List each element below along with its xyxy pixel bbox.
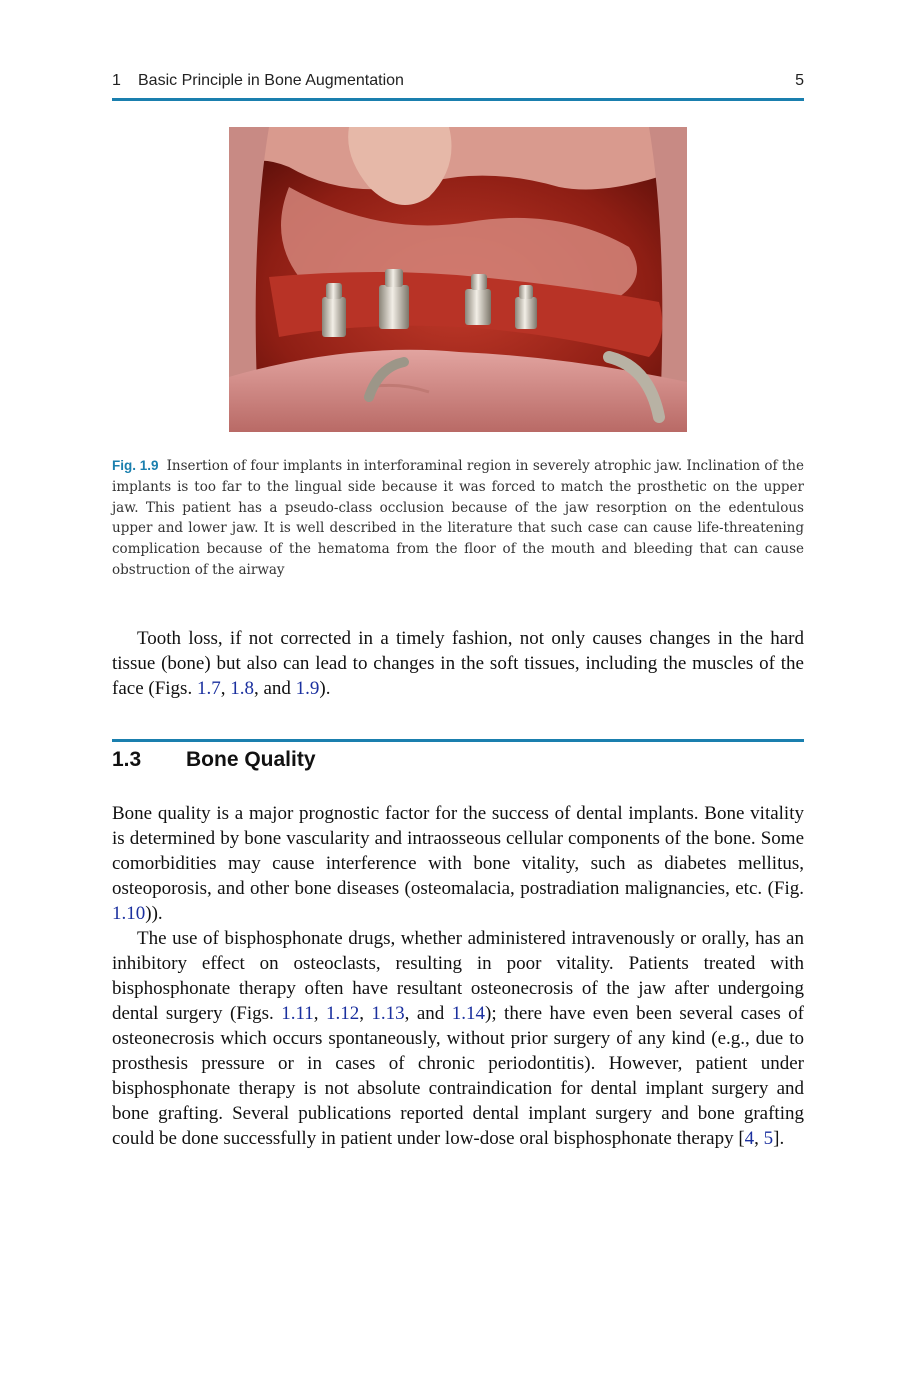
section-number: 1.3 — [112, 748, 142, 771]
paragraph-bisphosphonate — [112, 926, 804, 1151]
header-rule — [112, 98, 804, 101]
figure-caption — [112, 456, 804, 581]
intraoral-photo-illustration — [229, 127, 687, 432]
paragraph-text: )). — [145, 903, 163, 924]
citation-ref-link[interactable]: 4 — [744, 1128, 755, 1149]
paragraph-bone-quality — [112, 801, 804, 926]
figure-ref-link[interactable]: 1.9 — [295, 678, 320, 699]
separator: , and — [253, 678, 296, 699]
figure-ref-link[interactable]: 1.8 — [230, 678, 254, 699]
figure-ref-link[interactable]: 1.13 — [371, 1003, 405, 1024]
paragraph-text: ). — [319, 678, 331, 699]
section-heading — [112, 748, 804, 778]
separator: , and — [404, 1003, 452, 1024]
separator: , — [359, 1003, 372, 1024]
separator: , — [754, 1128, 764, 1149]
figure-label: Fig. 1.9 — [112, 458, 159, 473]
figure-ref-link[interactable]: 1.11 — [281, 1003, 314, 1024]
paragraph-text: Tooth loss, if not corrected in a timely fashion, not only causes changes in the hard tissue (bone) but also can lead to changes in the soft tissues, including the muscles of the face (Figs. — [112, 628, 804, 699]
paragraph-text: ); there have even been several cases of osteonecrosis which occurs spontaneously, without prior surgery of any kind (e.g., due to prosthesis pressure or in cases of chronic periodontitis). However, patient under bisphosphonate therapy is not absolute contraindication for dental implant surgery and bone grafting. Several publications reported dental implant surgery and bone grafting could be done successfully in patient under low-dose oral bisphosphonate therapy [ — [112, 1003, 805, 1149]
figure-ref-link[interactable]: 1.7 — [196, 678, 221, 699]
paragraph-text: Bone quality is a major prognostic factor for the success of dental implants. Bone vitality is determined by bone vascularity and intraosseous cellular components of the bone. Some comorbidities may cause interference with bone vitality, such as diabetes mellitus, osteoporosis, and other bone diseases (osteomalacia, postradiation malignancies, etc. (Fig. — [112, 803, 804, 899]
paragraph-text: ]. — [773, 1128, 785, 1149]
figure-caption-text: Insertion of four implants in interforaminal region in severely atrophic jaw. Inclination of the implants is too far to the lingual side because it was forced to match the prosthetic on the upper jaw. This patient has a pseudo-class occlusion because of the jaw resorption on the edentulous upper and lower jaw. It is well described in the literature that such case can cause life-threatening complication because of the hematoma from the floor of the mouth and bleeding that can cause obstruction of the airway — [112, 458, 804, 578]
figure-photo — [229, 127, 687, 432]
section-rule — [112, 739, 804, 742]
paragraph-text: The use of bisphosphonate drugs, whether administered intravenously or orally, has an inhibitory effect on osteoclasts, resulting in poor vitality. Patients treated with bisphosphonate therapy often have resultant osteonecrosis of the jaw after undergoing dental surgery (Figs. — [112, 928, 804, 1024]
citation-ref-link[interactable]: 5 — [763, 1128, 774, 1149]
chapter-title: Basic Principle in Bone Augmentation — [138, 72, 404, 89]
running-header — [112, 70, 804, 96]
paragraph-tooth-loss — [112, 626, 804, 701]
section-title: Bone Quality — [186, 748, 316, 771]
chapter-number: 1 — [112, 72, 121, 89]
separator: , — [313, 1003, 326, 1024]
separator: , — [220, 678, 231, 699]
page-number: 5 — [795, 72, 804, 89]
figure-ref-link[interactable]: 1.10 — [112, 903, 146, 924]
figure-ref-link[interactable]: 1.12 — [325, 1003, 360, 1024]
figure-ref-link[interactable]: 1.14 — [451, 1003, 485, 1024]
